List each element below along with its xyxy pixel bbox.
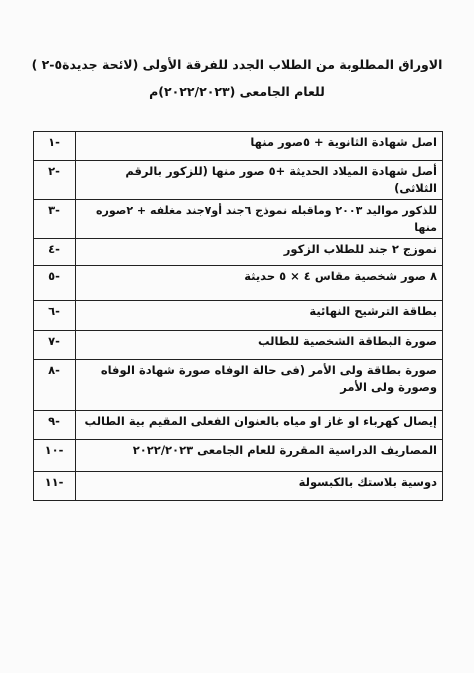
item-text: صورة بطاقة ولى الأمر (فى حالة الوفاه صورة شهادة الوفاه وصورة ولى الأمر xyxy=(76,360,443,411)
document-title: الاوراق المطلوبة من الطلاب الجدد للفرقة الأولى (لائحة جديدة٥-٢ ) xyxy=(31,57,443,72)
table-row xyxy=(34,331,443,360)
item-text: بطاقة الترشيح النهائية xyxy=(76,301,443,331)
item-number: -٨ xyxy=(34,360,76,411)
item-text: إيصال كهرباء او غاز او مياه بالعنوان الفعلى المقيم بية الطالب xyxy=(76,411,443,440)
table-row xyxy=(34,239,443,266)
item-number: -٣ xyxy=(34,200,76,239)
item-text: صورة البطاقة الشخصية للطالب xyxy=(76,331,443,360)
table-row xyxy=(34,440,443,472)
item-text: للذكور مواليد ٢٠٠٣ وماقبله نموذج ٦جند أو٧جند مغلفه + ٢صوره منها xyxy=(76,200,443,239)
item-number: -٩ xyxy=(34,411,76,440)
item-number: -٢ xyxy=(34,161,76,200)
item-number: -٤ xyxy=(34,239,76,266)
table-row xyxy=(34,132,443,161)
item-number: -٥ xyxy=(34,266,76,301)
item-number: -١١ xyxy=(34,472,76,501)
item-text: اصل شهادة الثانوية + ٥صور منها xyxy=(76,132,443,161)
requirements-table xyxy=(33,131,443,501)
item-number: -١ xyxy=(34,132,76,161)
table-row xyxy=(34,266,443,301)
table-row xyxy=(34,411,443,440)
table-row xyxy=(34,161,443,200)
item-number: -٦ xyxy=(34,301,76,331)
item-number: -١٠ xyxy=(34,440,76,472)
table-row xyxy=(34,472,443,501)
item-text: ٨ صور شخصية مقاس ٤ × ٥ حديثة xyxy=(76,266,443,301)
item-text: المصاريف الدراسية المقررة للعام الجامعى ٢٠٢٢/٢٠٢٣ xyxy=(76,440,443,472)
item-number: -٧ xyxy=(34,331,76,360)
item-text: أصل شهادة الميلاد الحديثة +٥ صور منها (للزكور بالرقم الثلاثى) xyxy=(76,161,443,200)
table-row xyxy=(34,301,443,331)
item-text: نموزج ٢ جند للطلاب الزكور xyxy=(76,239,443,266)
item-text: دوسية بلاستك بالكبسولة xyxy=(76,472,443,501)
table-row xyxy=(34,200,443,239)
document-subtitle: للعام الجامعى (٢٠٢٢/٢٠٢٣)م xyxy=(149,84,325,99)
table-row xyxy=(34,360,443,411)
